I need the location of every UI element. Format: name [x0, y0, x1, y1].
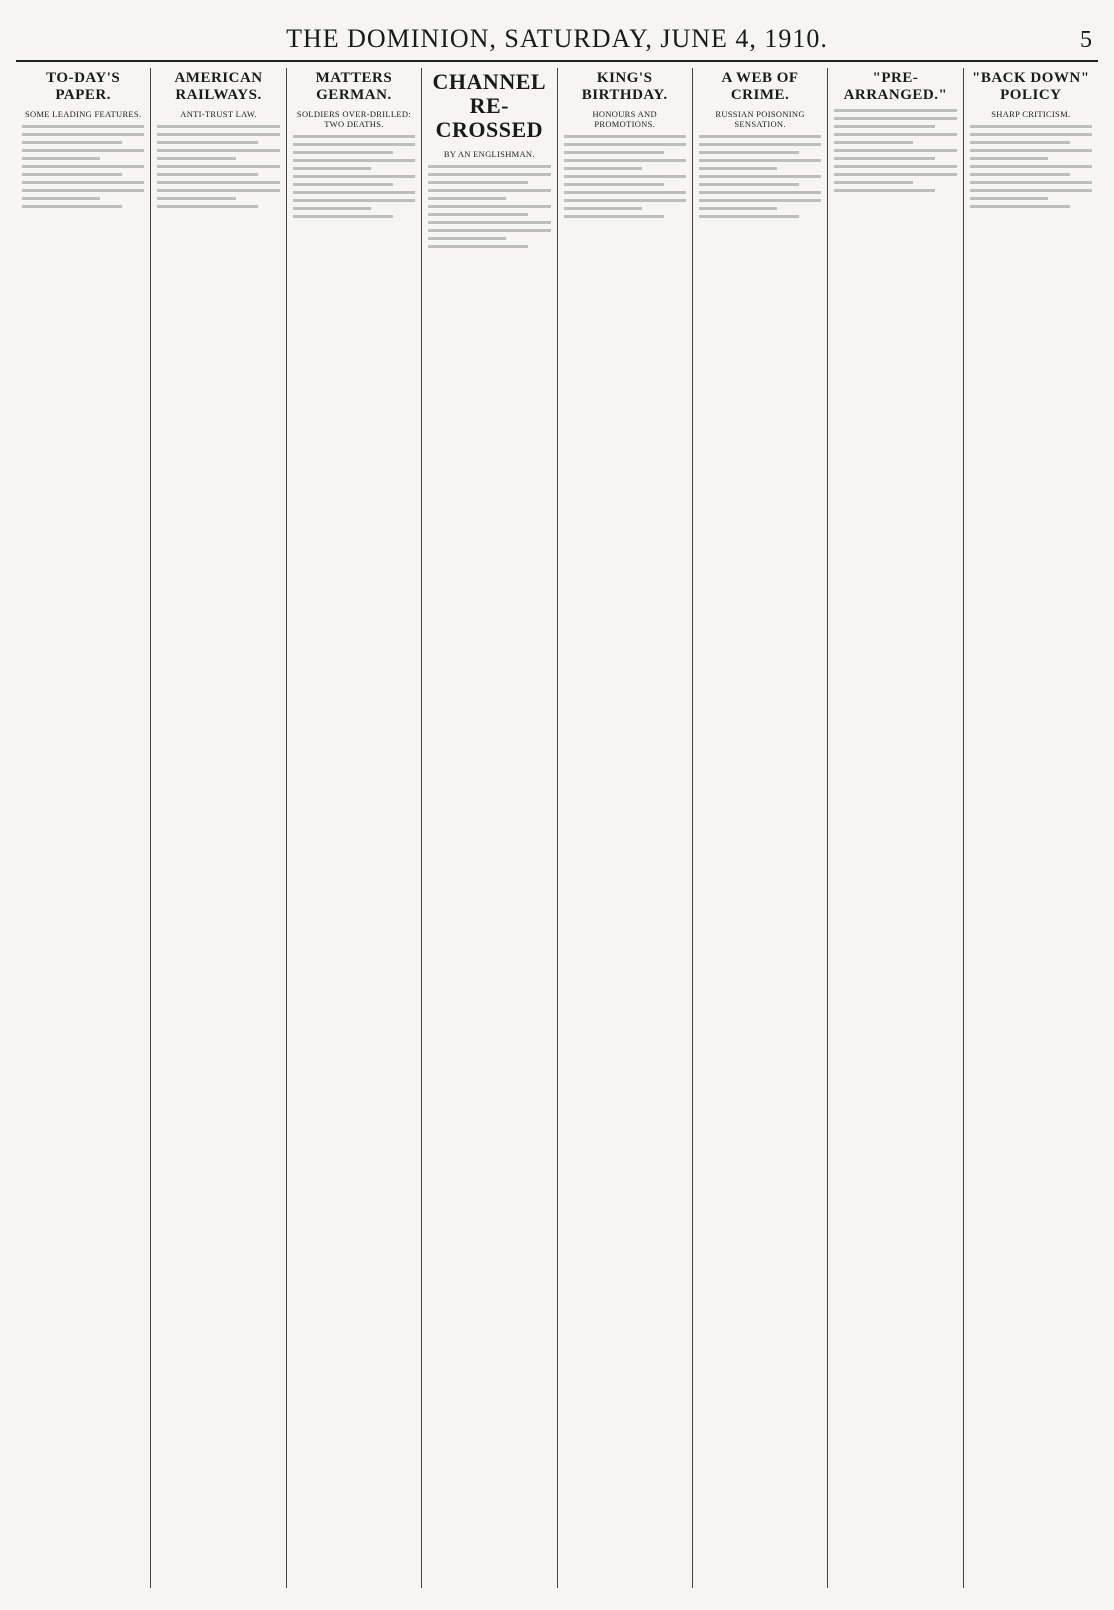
text-line	[564, 199, 686, 202]
text-line	[834, 141, 912, 144]
text-line	[428, 237, 506, 240]
text-line	[564, 215, 664, 218]
text-line	[834, 157, 934, 160]
text-line	[970, 125, 1092, 128]
column-headline: "PRE-ARRANGED."	[843, 70, 948, 103]
text-line	[157, 197, 235, 200]
column	[151, 68, 286, 1588]
text-line	[834, 133, 956, 136]
text-line	[293, 151, 393, 154]
text-line	[699, 143, 821, 146]
text-line	[699, 135, 821, 138]
text-line	[970, 181, 1092, 184]
text-line	[293, 183, 393, 186]
text-line	[564, 143, 686, 146]
text-line	[22, 133, 144, 136]
body-text	[157, 125, 279, 208]
column-deck: RUSSIAN POISONING SENSATION.	[715, 109, 805, 129]
column	[16, 68, 151, 1588]
text-line	[428, 229, 550, 232]
text-line	[293, 135, 415, 138]
column-headline: KING'S BIRTHDAY.	[581, 70, 668, 103]
text-line	[970, 173, 1070, 176]
column	[964, 68, 1098, 1588]
text-line	[22, 165, 144, 168]
text-line	[293, 199, 415, 202]
text-line	[970, 189, 1092, 192]
text-line	[428, 181, 528, 184]
masthead-rule	[16, 60, 1098, 62]
text-line	[699, 191, 821, 194]
text-line	[157, 189, 279, 192]
article-columns	[16, 68, 1098, 1588]
text-line	[834, 181, 912, 184]
text-line	[428, 221, 550, 224]
text-line	[564, 167, 642, 170]
column-headline: A WEB OF CRIME.	[721, 70, 799, 103]
text-line	[834, 125, 934, 128]
text-line	[834, 117, 956, 120]
text-line	[970, 165, 1092, 168]
text-line	[22, 181, 144, 184]
text-line	[293, 207, 371, 210]
body-text	[699, 135, 821, 218]
column	[828, 68, 963, 1588]
column-headline: "BACK DOWN" POLICY	[972, 70, 1090, 103]
body-text	[564, 135, 686, 218]
text-line	[834, 109, 956, 112]
text-line	[428, 245, 528, 248]
text-line	[564, 175, 686, 178]
text-line	[699, 183, 799, 186]
text-line	[157, 181, 279, 184]
text-line	[564, 183, 664, 186]
column	[422, 68, 557, 1588]
text-line	[22, 149, 144, 152]
body-text	[970, 125, 1092, 208]
text-line	[699, 215, 799, 218]
text-line	[22, 189, 144, 192]
text-line	[293, 191, 415, 194]
text-line	[699, 167, 777, 170]
text-line	[22, 125, 144, 128]
text-line	[22, 197, 100, 200]
text-line	[564, 135, 686, 138]
text-line	[834, 165, 956, 168]
column-deck: SOME LEADING FEATURES.	[24, 109, 142, 119]
text-line	[428, 205, 550, 208]
text-line	[428, 189, 550, 192]
text-line	[293, 167, 371, 170]
column-deck: BY AN ENGLISHMAN.	[443, 148, 535, 159]
column	[287, 68, 422, 1588]
text-line	[157, 149, 279, 152]
text-line	[564, 207, 642, 210]
column-deck: HONOURS AND PROMOTIONS.	[592, 109, 657, 129]
text-line	[22, 205, 122, 208]
page-number: 5	[1080, 27, 1092, 53]
column-deck: ANTI-TRUST LAW.	[180, 109, 257, 119]
text-line	[834, 173, 956, 176]
text-line	[293, 175, 415, 178]
column	[693, 68, 828, 1588]
text-line	[699, 199, 821, 202]
column-headline: TO-DAY'S PAPER.	[46, 70, 121, 103]
text-line	[970, 205, 1070, 208]
text-line	[22, 173, 122, 176]
masthead	[16, 20, 1098, 54]
text-line	[428, 197, 506, 200]
text-line	[428, 213, 528, 216]
body-text	[834, 109, 956, 192]
text-line	[428, 165, 550, 168]
text-line	[699, 151, 799, 154]
text-line	[564, 191, 686, 194]
body-text	[22, 125, 144, 208]
body-text	[428, 165, 550, 248]
text-line	[970, 133, 1092, 136]
text-line	[564, 159, 686, 162]
text-line	[157, 173, 257, 176]
column-deck: SHARP CRITICISM.	[991, 109, 1071, 119]
text-line	[970, 197, 1048, 200]
text-line	[699, 159, 821, 162]
text-line	[157, 157, 235, 160]
text-line	[564, 151, 664, 154]
body-text	[293, 135, 415, 218]
text-line	[834, 149, 956, 152]
column-headline: AMERICAN RAILWAYS.	[174, 70, 263, 103]
column-deck: SOLDIERS OVER-DRILLED: TWO DEATHS.	[296, 109, 411, 129]
text-line	[22, 157, 100, 160]
text-line	[970, 149, 1092, 152]
text-line	[157, 205, 257, 208]
text-line	[970, 157, 1048, 160]
text-line	[293, 215, 393, 218]
text-line	[293, 159, 415, 162]
text-line	[157, 125, 279, 128]
text-line	[970, 141, 1070, 144]
text-line	[699, 207, 777, 210]
text-line	[293, 143, 415, 146]
masthead-title: THE DOMINION, SATURDAY, JUNE 4, 1910.	[286, 24, 828, 53]
text-line	[699, 175, 821, 178]
column-headline: CHANNEL RE-CROSSED	[432, 69, 547, 143]
text-line	[157, 133, 279, 136]
column	[558, 68, 693, 1588]
text-line	[428, 173, 550, 176]
text-line	[834, 189, 934, 192]
column-headline: MATTERS GERMAN.	[315, 70, 393, 103]
text-line	[157, 165, 279, 168]
text-line	[157, 141, 257, 144]
text-line	[22, 141, 122, 144]
